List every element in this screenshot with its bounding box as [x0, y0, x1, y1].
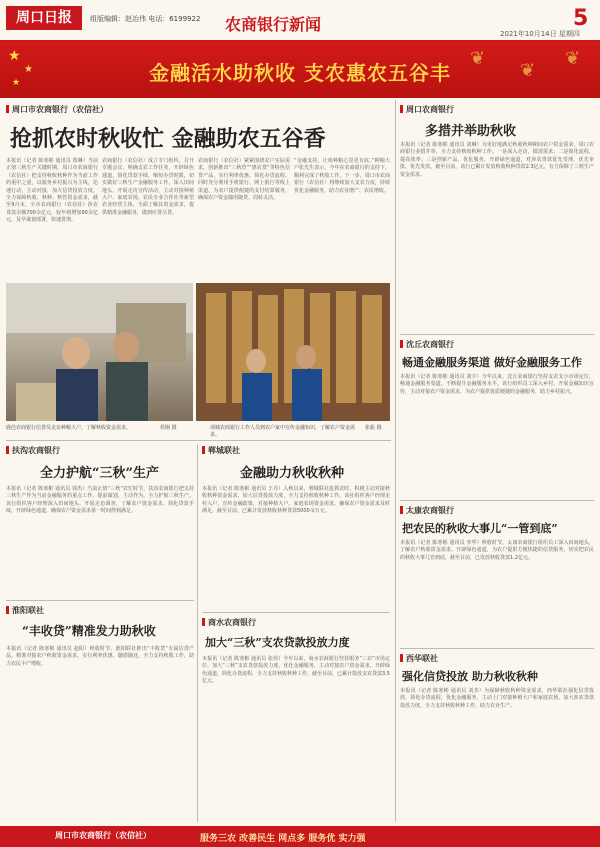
wheat-icon: ❦ — [470, 48, 486, 69]
section-label: 郸城联社 — [202, 445, 240, 456]
section-label: 沈丘农商银行 — [400, 339, 454, 350]
photo-illustration — [6, 283, 193, 421]
footer-bar — [0, 826, 600, 847]
article-headline: 畅通金融服务渠道 做好金融服务工作 — [402, 356, 582, 369]
article-headline: 把农民的秋收大事儿“一管到底” — [402, 522, 558, 535]
article-body: 本报讯（记者 陈寒彬 通讯员 刘宇）今年以来，沈丘农商银行坚持支农支小市场定位，畅通金融服务渠道，不断提升金融服务水平。该行组织员工深入乡村，开展金融知识宣传，主动对接农户资金需求，为农户提供优质便捷的金融服务，助力乡村振兴。 — [400, 374, 594, 395]
photo-illustration — [196, 283, 390, 421]
section-label: 西华联社 — [400, 653, 438, 664]
article-body: 本报讯（记者 陈寒彬 通讯员 张伟）今年以来，商水农商银行坚持服务“三农”市场定位，加大“三秋”支农贷款投放力度，优化金融服务，主动对接农户资金需求，开辟绿色通道，简化办贷流程，全力支持秋收秋种工作，截至目前，已累计投放支农贷款3.5亿元。 — [202, 656, 390, 685]
lead-section-label: 周口市农商银行（农信社） — [6, 104, 108, 115]
photo-credit: 侯刚 摄 — [160, 425, 177, 431]
section-divider — [400, 648, 594, 649]
article-body: 本报讯（记者 陈寒彬 通讯员 赵阳）秋收时节，淮阳联社推出“丰收贷”专属信贷产品，精准对接农户秋收资金需求，实行利率优惠、随借随还，全力支持秋收工作，助力农民丰产增收。 — [6, 646, 194, 667]
column-divider — [197, 444, 198, 822]
article-body: 本报讯（记者 陈寒彬 通讯员 刘杰）为保障秋收秋种资金需求，西华联社强化信贷投放，简化办贷流程，优化金融服务，主动上门对接种植大户和家庭农场，加大涉农贷款投放力度，全力支持秋收秋种工作，助力农业生产。 — [400, 688, 594, 709]
lead-headline: 抢抓农时秋收忙 金融助农五谷香 — [10, 126, 326, 152]
lead-column: 农商银行（农信社）紧紧围绕农户实际需求，创新推出“三秋贷”“惠农贷”等特色信贷产品，实行利率优惠，简化办贷流程。同时充分利用手机银行、网上银行等线上渠道，为农户提供便捷的支付结算服务，确保农户资金随用随贷、周转灵活。 — [198, 158, 290, 202]
section-divider — [202, 612, 390, 613]
article-headline: 加大“三秋”支农贷款投放力度 — [205, 636, 350, 649]
photo-credit: 张振 摄 — [365, 425, 382, 431]
article-headline: “丰收贷”精准发力助秋收 — [22, 624, 156, 638]
article-body: 本报讯（记者 陈寒彬 通讯员 李华）秋收时节，太康农商银行组织员工深入田间地头，了解农户秋收资金需求，开辟绿色通道，为农户提供方便快捷的信贷服务，切实把农民的秋收大事儿管到底，截至目前，已发放秋收贷款1.2亿元。 — [400, 540, 594, 561]
section-divider — [6, 440, 391, 441]
article-body: 本报讯（记者 陈寒彬 通讯员 王丹）入秋以来，郸城联社抢抓农时，积极主动对接秋收秋种资金需求，加大信贷投放力度，全力支持秋收秋种工作。该社组织客户经理走村入户，宣传金融政策，对接种植大户、家庭农场资金需求，确保农户资金需求及时满足，截至目前，已累计发放秋收秋种贷款5000余万元。 — [202, 486, 390, 515]
column-divider — [395, 100, 396, 822]
wheat-icon: ❦ — [565, 48, 581, 69]
edition-name: 农商银行新闻 — [225, 15, 322, 34]
article-headline: 金融助力秋收秋种 — [240, 466, 345, 481]
photo-caption: 鹿邑农商银行信贷员走访种粮大户，了解秋收资金需求。 — [6, 425, 132, 431]
lead-column: 本报讯（记者 陈寒彬 通讯员 郑琳）当前正值三秋生产关键时期，周口市农商银行（农信社）把支持秋收秋种作为当前工作的重中之重，以服务乡村振兴为主线，迅速行动，主动对接，加大信贷投放力度，全力保障秋收、秋种、秋管资金需求，截至9月末，全市农商银行（农信社）涉农贷款余额700余亿元，较年初增加90余亿元。及早谋划部署，快速贯彻。 — [6, 158, 98, 224]
star-icon: ★ — [24, 64, 33, 75]
star-icon: ★ — [8, 48, 21, 64]
wheat-icon: ❦ — [520, 60, 536, 81]
section-label: 太康农商银行 — [400, 505, 454, 516]
section-label: 淮阳联社 — [6, 605, 44, 616]
star-icon: ★ — [12, 78, 21, 88]
article-body: 本报讯（记者 陈寒彬 通讯员 刘琳）为更好地满足秋收秋种期间农户资金需求，周口农商银行多措并举，全力支持秋收秋种工作。一是深入走访，摸清需求；二是简化流程，提高效率；三是创新产品，优化服务，开辟绿色通道，对涉农贷款优先受理、优先审批、优先发放。截至目前，该行已累计发放秋收秋种贷款2.3亿元，有力保障了三秋生产资金需求。 — [400, 142, 594, 178]
section-label: 商水农商银行 — [202, 617, 256, 628]
footer-logo: 周口市农商银行（农信社） — [55, 831, 151, 840]
section-label: 扶沟农商银行 — [6, 445, 60, 456]
section-label: 周口农商银行 — [400, 104, 454, 115]
lead-photo-2 — [196, 283, 390, 421]
section-divider — [400, 334, 594, 335]
photo-caption: 项城农商银行工作人员到农户家中宣传金融知识，了解农户资金需求。 — [210, 425, 356, 438]
page-number: 5 — [573, 6, 589, 31]
lead-photo-1 — [6, 283, 193, 421]
article-headline: 强化信贷投放 助力秋收秋种 — [402, 670, 538, 683]
editor-line: 组版编辑：赵冶伟 电话：6199922 — [90, 15, 201, 23]
footer-slogan: 服务三农 改善民生 网点多 服务优 实力强 — [200, 834, 366, 844]
article-body: 本报讯（记者 陈寒彬 通讯员 郭杰）当前正值“三秋”农忙时节，扶沟农商银行把支持三秋生产作为当前金融服务的重点工作，提前谋划，主动作为，全力护航三秋生产。该行组织客户经理深入田间地头，开展走访调查，了解农户资金需求，简化贷款手续，开辟绿色通道，确保农户资金需求第一时间得到满足。 — [6, 486, 194, 515]
section-divider — [400, 500, 594, 501]
masthead-logo: 周口日报 — [6, 6, 82, 30]
lead-column: 农商银行（农信社）成立专门组织，召开专题会议，明确支农工作任务，开辟绿色通道，简化贷款手续，缩短办贷时限，切实做好三秋生产金融服务工作。深入田间地头，开展走访宣传活动，主动对接种植大户、家庭农场、农民专业合作社等新型农业经营主体，全面了解其资金需求，提供精准金融服务，做到应贷尽贷。 — [102, 158, 194, 216]
section-divider — [6, 600, 194, 601]
article-headline: 全力护航“三秋”生产 — [40, 466, 159, 481]
article-headline: 多措并举助秋收 — [425, 124, 517, 139]
lead-column: “金融支持，让咱种粮心里更有底。”种粮大户张先生表示，今年在农商银行的支持下，顺利完成了秋收工作。下一步，周口市农商银行（农信社）将继续加大支农力度，持续优化金融服务，助力农业增产、农民增收。 — [294, 158, 390, 194]
page-date: 2021年10月14日 星期四 — [500, 30, 580, 38]
banner — [0, 42, 600, 98]
banner-slogan: 金融活水助秋收 支农惠农五谷丰 — [149, 61, 451, 85]
